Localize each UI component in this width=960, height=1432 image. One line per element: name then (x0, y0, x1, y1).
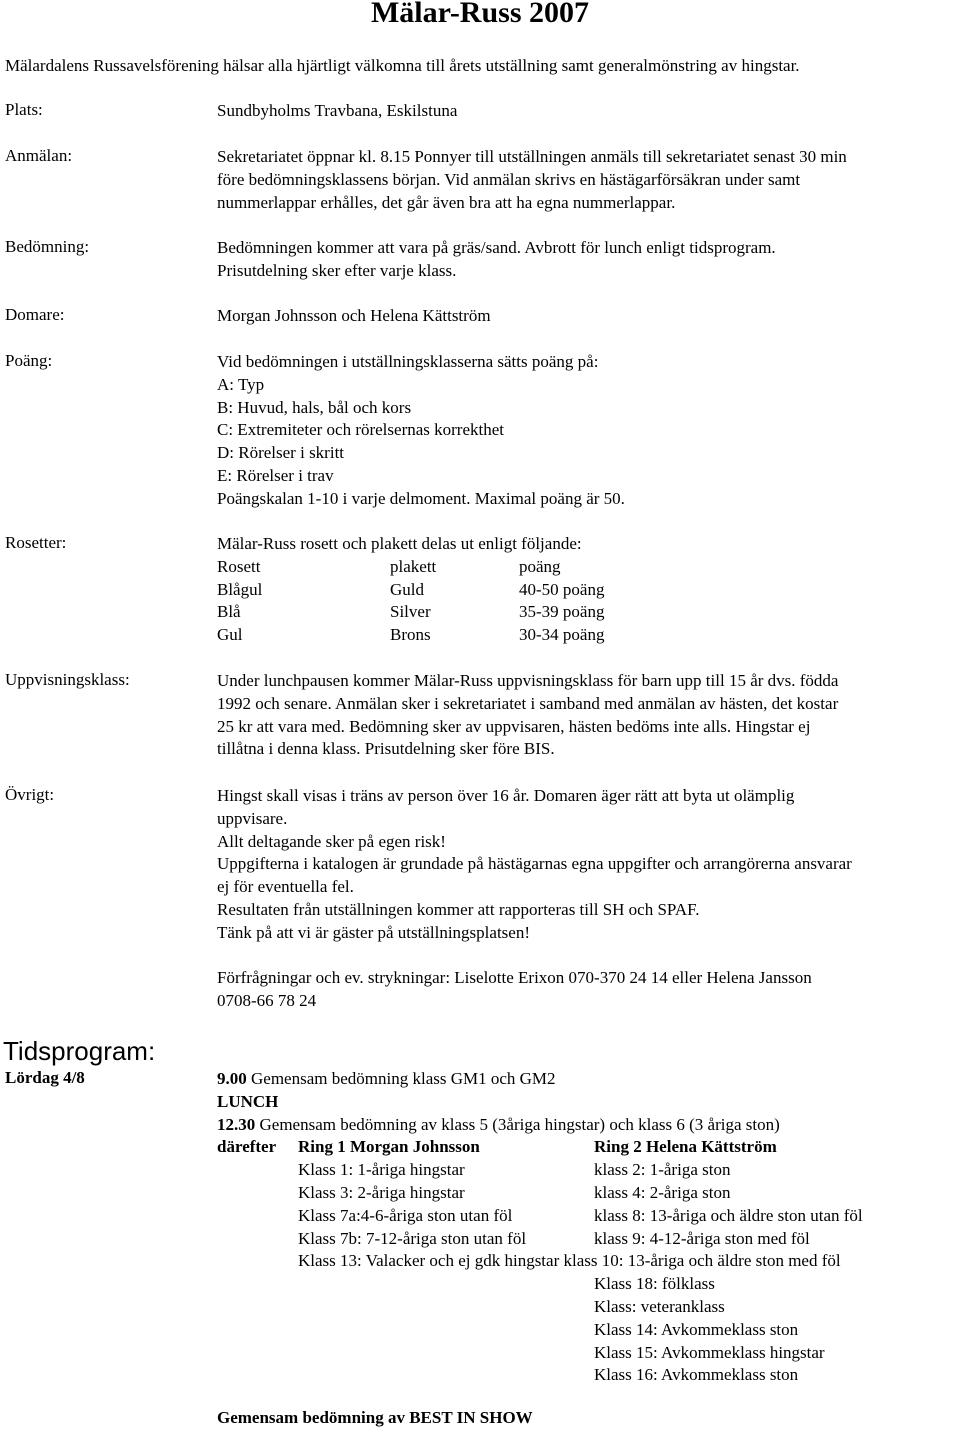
plats-text: Sundbyholms Travbana, Eskilstuna (217, 101, 458, 120)
label-anmalan: Anmälan: (5, 146, 73, 165)
ring1-class: Klass 3: 2-åriga hingstar (298, 1182, 465, 1202)
bedomning-line: Prisutdelning sker efter varje klass. (217, 260, 457, 280)
value-domare (217, 305, 957, 328)
poang-cell: 40-50 poäng (519, 579, 605, 599)
value-bedomning (217, 237, 957, 283)
page-title: Mälar-Russ 2007 (370, 0, 590, 29)
anmalan-line: före bedömningsklassens början. Vid anmälan skrivs en hästägarförsäkran under samt (217, 169, 801, 189)
value-uppvisningsklass (217, 670, 957, 761)
rosett-col-header: Rosett (217, 556, 261, 576)
value-poang (217, 351, 957, 511)
ring2-class: Klass 15: Avkommeklass hingstar (594, 1342, 825, 1362)
poang-line: C: Extremiteter och rörelsernas korrekthet (217, 420, 504, 440)
table-row (217, 579, 957, 602)
schedule-row (217, 1159, 957, 1182)
ovrigt-line: uppvisare. (217, 808, 288, 828)
plakett-cell: Guld (390, 579, 424, 599)
ovrigt-line: Hingst skall visas i träns av person över 16 år. Domaren äger rätt att byta ut olämplig (217, 786, 795, 805)
bedomning-line: Bedömningen kommer att vara på gräs/sand. Avbrott för lunch enligt tidsprogram. (217, 238, 776, 257)
schedule-text: Gemensam bedömning av klass 5 (3åriga hingstar) och klass 6 (3 åriga ston) (255, 1114, 780, 1134)
schedule-row (217, 1068, 957, 1091)
value-forfragningar (217, 967, 957, 1013)
uppvisning-line: Under lunchpausen kommer Mälar-Russ uppvisningsklass för barn upp till 15 år dvs. födda (217, 671, 839, 690)
ovrigt-line: Allt deltagande sker på egen risk! (217, 831, 446, 851)
value-anmalan (217, 146, 957, 214)
best-in-show-line: Gemensam bedömning av BEST IN SHOW (217, 1408, 533, 1427)
ring2-class: klass 8: 13-åriga och äldre ston utan föl (594, 1205, 863, 1225)
schedule-time: 9.00 (217, 1069, 247, 1088)
ovrigt-line: ej för eventuella fel. (217, 877, 354, 897)
rosetter-intro: Mälar-Russ rosett och plakett delas ut enligt följande: (217, 534, 582, 553)
intro-text: Mälardalens Russavelsförening hälsar alla hjärtligt välkomna till årets utställning samt generalmönstring av hingstar. (5, 56, 800, 75)
poang-line: A: Typ (217, 374, 265, 394)
poang-line: Vid bedömningen i utställningsklasserna sätts poäng på: (217, 352, 599, 371)
label-ovrigt: Övrigt: (5, 785, 55, 804)
table-row (217, 601, 957, 624)
ring2-class: Klass: veteranklass (594, 1296, 725, 1316)
schedule-row (217, 1319, 957, 1342)
rosett-cell: Blågul (217, 579, 263, 599)
klass13-text: Klass 13: Valacker och ej gdk hingstar (298, 1251, 560, 1271)
schedule-row (217, 1273, 957, 1296)
uppvisning-line: 25 kr att vara med. Bedömning sker av uppvisaren, hästen bedöms inte alls. Hingstar ej (217, 716, 811, 736)
schedule-row (217, 1342, 957, 1365)
value-plats (217, 100, 957, 123)
poang-line: Poängskalan 1-10 i varje delmoment. Maximal poäng är 50. (217, 488, 625, 508)
ring2-class: Klass 18: fölklass (594, 1274, 715, 1294)
domare-text: Morgan Johnsson och Helena Kättström (217, 306, 491, 325)
ring2-class: Klass 16: Avkommeklass ston (594, 1365, 799, 1385)
ring1-class (298, 1250, 841, 1273)
plakett-cell: Silver (390, 602, 431, 622)
poang-cell: 35-39 poäng (519, 602, 605, 622)
ring2-heading: Ring 2 Helena Kättström (594, 1137, 777, 1157)
ovrigt-line: Tänk på att vi är gäster på utställningsplatsen! (217, 922, 530, 942)
schedule-row (217, 1114, 957, 1137)
lunch-label: LUNCH (217, 1091, 279, 1111)
schedule-row (217, 1136, 957, 1159)
value-ovrigt (217, 785, 957, 945)
ring2-class: klass 2: 1-åriga ston (594, 1160, 731, 1180)
ring1-class: Klass 7b: 7-12-åriga ston utan föl (298, 1228, 527, 1248)
ring2-class: klass 4: 2-åriga ston (594, 1182, 731, 1202)
tidsprogram-heading: Tidsprogram: (3, 1036, 156, 1066)
forfragningar-line: Förfrågningar och ev. strykningar: Liselotte Erixon 070-370 24 14 eller Helena Jansson (217, 968, 812, 987)
label-domare: Domare: (5, 305, 65, 324)
schedule (217, 1068, 957, 1387)
schedule-row (217, 1296, 957, 1319)
rosett-table-header (217, 556, 957, 579)
schedule-row (217, 1228, 957, 1251)
schedule-text: Gemensam bedömning klass GM1 och GM2 (246, 1069, 556, 1088)
ovrigt-line: Resultaten från utställningen kommer att rapporteras till SH och SPAF. (217, 899, 700, 919)
ring1-class: Klass 1: 1-åriga hingstar (298, 1160, 465, 1180)
schedule-time: 12.30 (217, 1114, 256, 1134)
forfragningar-line: 0708-66 78 24 (217, 990, 317, 1010)
label-plats: Plats: (5, 100, 43, 119)
schedule-row (217, 1364, 957, 1387)
ring2-class: klass 9: 4-12-åriga ston med föl (594, 1228, 810, 1248)
label-rosetter: Rosetter: (5, 533, 67, 552)
rosett-cell: Gul (217, 625, 243, 645)
table-row (217, 624, 957, 647)
darefter-label: därefter (217, 1137, 277, 1157)
anmalan-line: nummerlappar erhålles, det går även bra att ha egna nummerlappar. (217, 192, 676, 212)
label-uppvisningsklass: Uppvisningsklass: (5, 670, 130, 689)
ovrigt-line: Uppgifterna i katalogen är grundade på hästägarnas egna uppgifter och arrangörerna ansvarar (217, 854, 852, 874)
schedule-item (217, 1114, 780, 1137)
anmalan-line: Sekretariatet öppnar kl. 8.15 Ponnyer till utställningen anmäls till sekretariatet senast 30 min (217, 147, 847, 166)
uppvisning-line: 1992 och senare. Anmälan sker i sekretariatet i samband med anmälan av hästen, det kostar (217, 693, 839, 713)
poang-line: B: Huvud, hals, bål och kors (217, 397, 412, 417)
schedule-row (217, 1182, 957, 1205)
label-bedomning: Bedömning: (5, 237, 90, 256)
ring2-class: Klass 14: Avkommeklass ston (594, 1319, 799, 1339)
poang-line: D: Rörelser i skritt (217, 443, 345, 463)
poang-cell: 30-34 poäng (519, 625, 605, 645)
klass10-text: klass 10: 13-åriga och äldre ston med föl (563, 1251, 841, 1271)
poang-col-header: poäng (519, 556, 561, 576)
ring1-class: Klass 7a:4-6-åriga ston utan föl (298, 1205, 513, 1225)
rosett-cell: Blå (217, 602, 241, 622)
label-poang: Poäng: (5, 351, 53, 370)
schedule-row (217, 1205, 957, 1228)
plakett-col-header: plakett (390, 556, 437, 576)
tidsprogram-day: Lördag 4/8 (5, 1068, 85, 1087)
uppvisning-line: tillåtna i denna klass. Prisutdelning sker före BIS. (217, 739, 555, 759)
ring1-heading: Ring 1 Morgan Johnsson (298, 1137, 480, 1157)
schedule-row (217, 1091, 957, 1114)
schedule-row (217, 1250, 957, 1273)
poang-line: E: Rörelser i trav (217, 465, 334, 485)
value-rosetter (217, 533, 957, 647)
plakett-cell: Brons (390, 625, 431, 645)
schedule-item (217, 1068, 556, 1091)
